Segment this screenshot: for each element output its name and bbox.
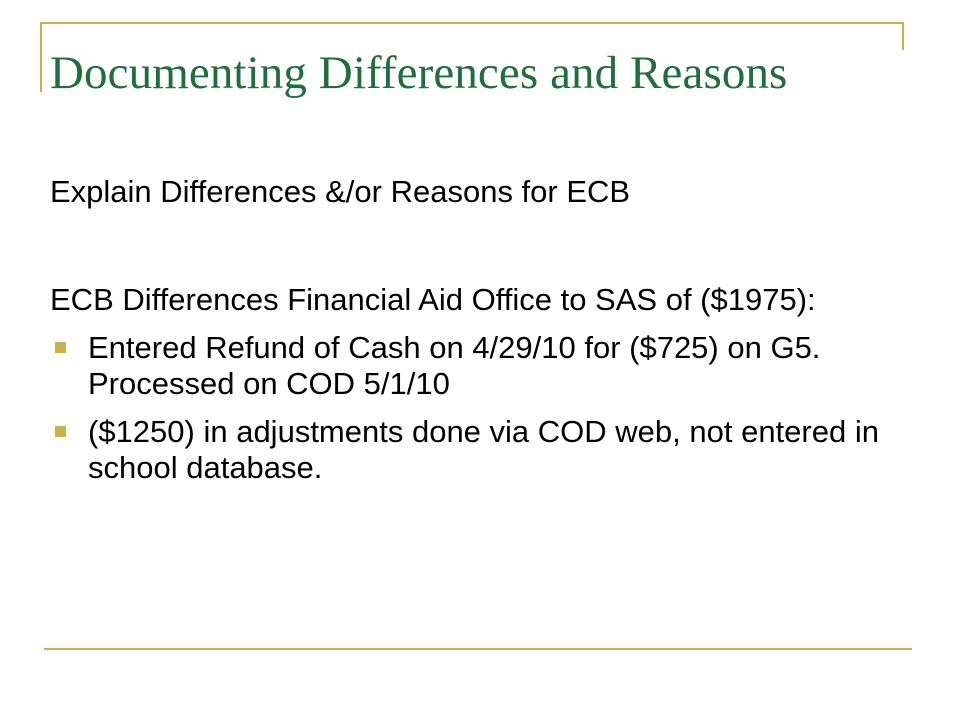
right-frame-line [902, 22, 904, 50]
bullet-item [50, 330, 910, 402]
slide-title: Documenting Differences and Reasons [50, 47, 788, 99]
bullet-text: Entered Refund of Cash on 4/29/10 for ($725) on G5. Processed on COD 5/1/10 [88, 330, 821, 401]
square-bullet-icon [55, 342, 66, 353]
square-bullet-icon [55, 426, 66, 437]
bullet-item [50, 414, 910, 486]
slide-body [50, 174, 910, 498]
bottom-frame-line [44, 648, 912, 650]
body-paragraph-ecb-differences: ECB Differences Financial Aid Office to SAS of ($1975): [50, 282, 816, 317]
bullet-text: ($1250) in adjustments done via COD web, not entered in school database. [88, 414, 879, 485]
left-frame-line [40, 22, 42, 92]
top-frame-line [40, 22, 904, 24]
body-paragraph-explain: Explain Differences &/or Reasons for ECB [50, 174, 631, 209]
